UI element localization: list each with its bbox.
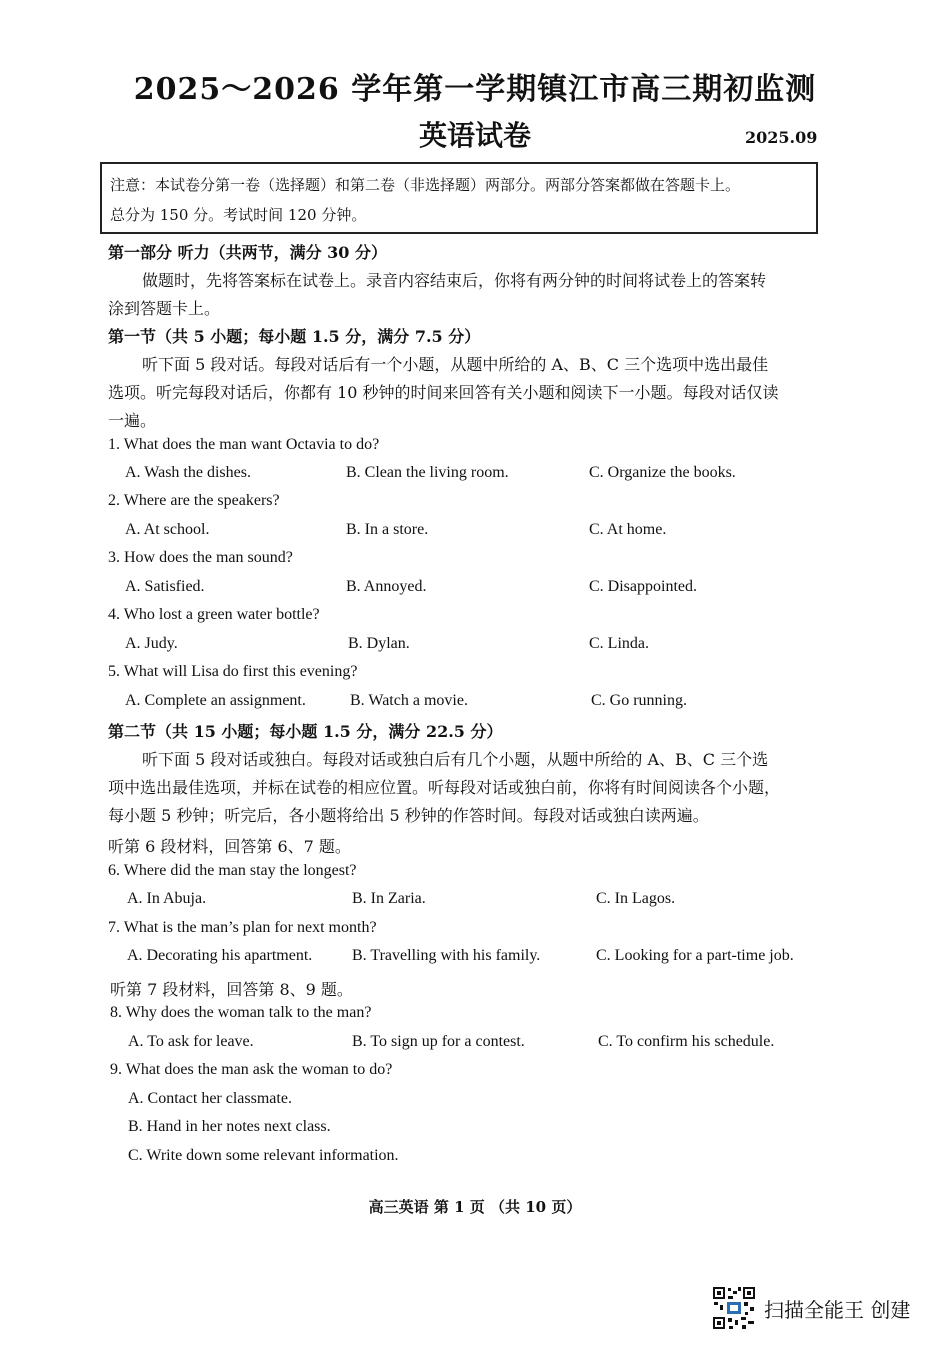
notice-line-1: 注意：本试卷分第一卷（选择题）和第二卷（非选择题）两部分。两部分答案都做在答题卡上。 (110, 176, 741, 194)
qr-code-icon (712, 1286, 756, 1330)
question-stem: 3. How does the man sound? (108, 549, 293, 566)
part1-intro-2: 涂到答题卡上。 (108, 299, 221, 318)
option-a: A. At school. (125, 521, 210, 538)
material-7-label: 听第 7 段材料，回答第 8、9 题。 (110, 980, 353, 999)
section1-heading: 第一节（共 5 小题；每小题 1.5 分，满分 7.5 分） (108, 327, 481, 346)
question-stem: 4. Who lost a green water bottle? (108, 606, 320, 623)
option-b: B. In Zaria. (352, 890, 426, 907)
part1-intro-1: 做题时，先将答案标在试卷上。录音内容结束后，你将有两分钟的时间将试卷上的答案转 (142, 271, 767, 290)
option-c: C. To confirm his schedule. (598, 1033, 775, 1050)
exam-date: 2025.09 (745, 128, 818, 147)
notice-box (100, 162, 818, 234)
option-a: A. Contact her classmate. (128, 1090, 292, 1107)
question-stem: 9. What does the man ask the woman to do? (110, 1061, 393, 1078)
option-b: B. Annoyed. (346, 578, 427, 595)
exam-subtitle: 英语试卷 (418, 119, 531, 152)
question-stem: 1. What does the man want Octavia to do? (108, 436, 380, 453)
material-6-label: 听第 6 段材料，回答第 6、7 题。 (108, 837, 351, 856)
option-b: B. Dylan. (348, 635, 410, 652)
question-stem: 7. What is the man’s plan for next month? (108, 919, 377, 936)
option-b: B. Travelling with his family. (352, 947, 541, 964)
option-b: B. Watch a movie. (350, 692, 468, 709)
question-stem: 6. Where did the man stay the longest? (108, 862, 357, 879)
option-a: A. Complete an assignment. (125, 692, 306, 709)
option-b: B. Clean the living room. (346, 464, 509, 481)
exam-title: 2025～2026 学年第一学期镇江市高三期初监测 (133, 72, 817, 107)
option-c: C. Write down some relevant information. (128, 1147, 399, 1164)
section2-intro-3: 每小题 5 秒钟；听完后，各小题将给出 5 秒钟的作答时间。每段对话或独白读两遍。 (108, 806, 709, 825)
section1-intro-2: 选项。听完每段对话后，你都有 10 秒钟的时间来回答有关小题和阅读下一小题。每段对话仅读 (108, 383, 779, 402)
option-b: B. In a store. (346, 521, 429, 538)
option-c: C. Linda. (589, 635, 649, 652)
option-b: B. Hand in her notes next class. (128, 1118, 331, 1135)
question-stem: 2. Where are the speakers? (108, 492, 280, 509)
option-b: B. To sign up for a contest. (352, 1033, 525, 1050)
option-c: C. At home. (589, 521, 667, 538)
part1-heading: 第一部分 听力（共两节，满分 30 分） (108, 243, 387, 262)
option-a: A. Decorating his apartment. (127, 947, 313, 964)
option-c: C. Disappointed. (589, 578, 697, 595)
question-stem: 5. What will Lisa do first this evening? (108, 663, 358, 680)
option-a: A. Satisfied. (125, 578, 205, 595)
option-c: C. Go running. (591, 692, 687, 709)
option-c: C. Organize the books. (589, 464, 736, 481)
section2-heading: 第二节（共 15 小题；每小题 1.5 分，满分 22.5 分） (108, 722, 503, 741)
notice-line-2: 总分为 150 分。考试时间 120 分钟。 (110, 206, 367, 224)
section1-intro-3: 一遍。 (108, 411, 157, 430)
option-c: C. Looking for a part-time job. (596, 947, 794, 964)
option-a: A. Judy. (125, 635, 178, 652)
option-c: C. In Lagos. (596, 890, 676, 907)
option-a: A. Wash the dishes. (125, 464, 251, 481)
section2-intro-1: 听下面 5 段对话或独白。每段对话或独白后有几个小题，从题中所给的 A、B、C 三个选 (142, 750, 769, 769)
option-a: A. In Abuja. (127, 890, 207, 907)
section1-intro-1: 听下面 5 段对话。每段对话后有一个小题，从题中所给的 A、B、C 三个选项中选出最佳 (142, 355, 769, 374)
question-stem: 8. Why does the woman talk to the man? (110, 1004, 372, 1021)
section2-intro-2: 项中选出最佳选项，并标在试卷的相应位置。听每段对话或独白前，你将有时间阅读各个小题， (108, 778, 781, 797)
scanner-watermark: 扫描全能王 创建 (764, 1298, 911, 1322)
page-footer: 高三英语 第 1 页 （共 10 页） (368, 1198, 582, 1216)
option-a: A. To ask for leave. (128, 1033, 254, 1050)
